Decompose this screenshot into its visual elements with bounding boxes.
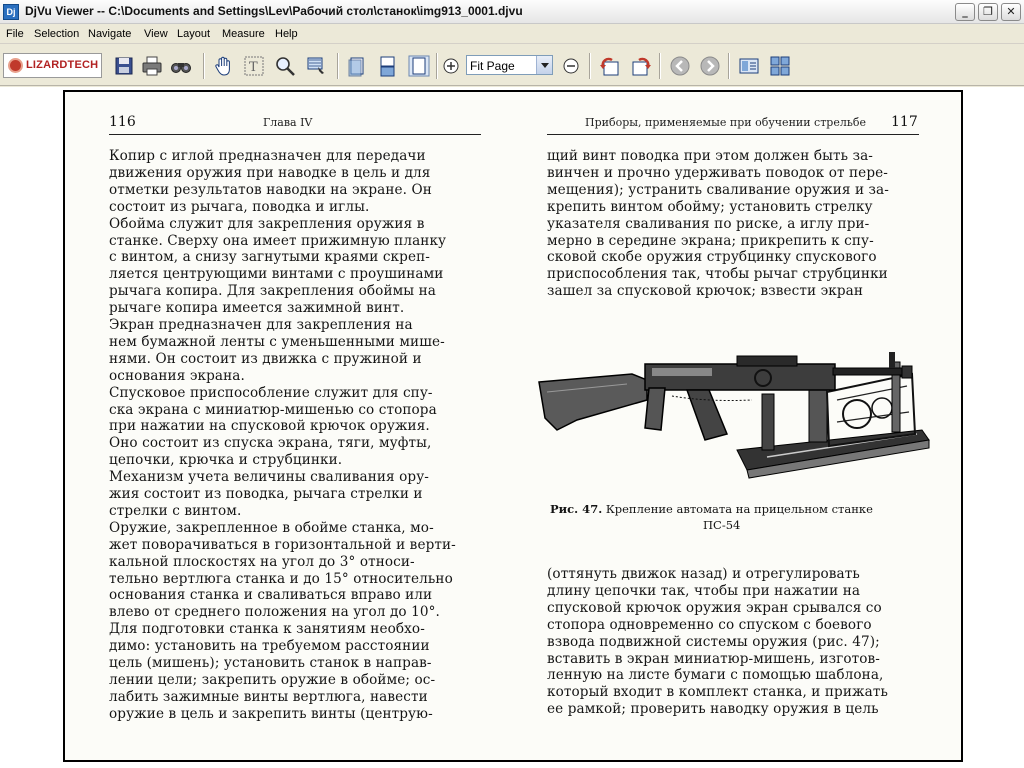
lizardtech-logo-text: LIZARDTECH bbox=[26, 59, 99, 71]
left-page-header: Глава IV bbox=[263, 116, 313, 129]
text-line: жия состоит из поводка, рычага стрелки и bbox=[109, 486, 423, 502]
right-header-rule bbox=[547, 134, 919, 135]
zoom-value: Fit Page bbox=[470, 59, 515, 73]
menu-view[interactable]: View bbox=[144, 28, 168, 40]
grid-icon[interactable] bbox=[769, 55, 791, 77]
text-line: ее рамкой; проверить наводку оружия в цель bbox=[547, 701, 879, 718]
lizardtech-logo[interactable] bbox=[3, 53, 102, 78]
text-line: с винтом, а снизу загнутыми краями скреп- bbox=[109, 249, 430, 266]
text-line: взвода подвижной системы оружия (рис. 47); bbox=[547, 633, 880, 650]
text-line: кальной плоскостях на угол до 3° относи- bbox=[109, 553, 415, 570]
text-line: ска экрана с миниатюр-мишенью со стопора bbox=[109, 401, 437, 418]
previous-page-icon[interactable] bbox=[669, 55, 691, 77]
rotate-right-icon[interactable] bbox=[630, 55, 652, 77]
find-icon[interactable] bbox=[170, 55, 192, 77]
text-line: лении цели; закрепить оружие в обойме; ос- bbox=[109, 671, 436, 688]
chevron-down-icon[interactable] bbox=[536, 56, 552, 74]
text-line: крепить винтом обойму; установить стрелку bbox=[547, 198, 873, 215]
text-line: стопора одновременно со спуском с боевого bbox=[547, 616, 872, 633]
text-line: основания экрана. bbox=[109, 367, 245, 384]
save-icon[interactable] bbox=[113, 55, 135, 77]
text-line: рычаге копира имеется зажимной винт. bbox=[109, 300, 405, 317]
menu-selection[interactable]: Selection bbox=[34, 28, 80, 40]
figure-caption-line2: ПС-54 bbox=[703, 518, 741, 532]
zoom-dropdown[interactable] bbox=[466, 55, 553, 75]
zoom-out-icon[interactable] bbox=[560, 55, 582, 77]
text-line: вставить в экран миниатюр-мишень, изготов- bbox=[547, 650, 880, 667]
text-line: Для подготовки станка к занятиям необхо- bbox=[109, 621, 425, 638]
text-line: зашел за спусковой крючок; взвести экран bbox=[547, 283, 864, 300]
figure-caption-label: Рис. 47. bbox=[550, 502, 603, 516]
text-line: который входит в комплект станка, и прижать bbox=[547, 684, 888, 701]
text-select-icon[interactable] bbox=[243, 55, 265, 77]
menu-layout[interactable]: Layout bbox=[177, 28, 211, 40]
text-line: димо: установить на требуемом расстоянии bbox=[109, 638, 430, 655]
text-line: движения оружия при наводке в цель и для bbox=[109, 164, 431, 181]
text-line: рычага копира. Для закрепления обоймы на bbox=[109, 283, 437, 300]
svg-text:T: T bbox=[249, 60, 258, 75]
continuous-page-icon[interactable] bbox=[377, 55, 399, 77]
toolbar-separator bbox=[659, 53, 661, 79]
print-icon[interactable] bbox=[141, 55, 163, 77]
scanned-page-spread bbox=[63, 90, 963, 762]
text-line: Оружие, закрепленное в обойме станка, мо- bbox=[109, 519, 434, 536]
text-line: тельно вертлюга станка и до 15° относительно bbox=[109, 570, 453, 587]
toolbar-separator bbox=[203, 53, 205, 79]
lizardtech-logo-icon bbox=[8, 58, 23, 73]
text-line: жет поворачиваться в горизонтальной и верти- bbox=[109, 536, 456, 553]
close-button[interactable]: ✕ bbox=[1001, 3, 1021, 21]
text-line: цель (мишень); установить станок в направ- bbox=[109, 655, 432, 671]
text-line: Спусковое приспособление служит для спу- bbox=[109, 384, 433, 401]
text-line: влево от среднего положения на угол до 10°. bbox=[109, 604, 440, 621]
text-line: указателя сваливания по риске, а иглу при- bbox=[547, 215, 870, 232]
text-line: Копир с иглой предназначен для передачи bbox=[109, 148, 426, 164]
rotate-left-icon[interactable] bbox=[599, 55, 621, 77]
text-line: Оно состоит из спуска экрана, тяги, муфты, bbox=[109, 435, 432, 452]
text-line: лабить зажимные винты вертлюга, навести bbox=[109, 688, 428, 705]
figure-caption-text: Крепление автомата на прицельном станке bbox=[605, 502, 873, 516]
text-line: Экран предназначен для закрепления на bbox=[109, 317, 413, 333]
document-view[interactable] bbox=[0, 87, 1024, 768]
right-page-header: Приборы, применяемые при обучении стрельбе bbox=[585, 116, 866, 129]
text-line: длину цепочки так, чтобы при нажатии на bbox=[547, 582, 861, 599]
menu-navigate[interactable]: Navigate bbox=[88, 28, 132, 40]
text-line: Механизм учета величины сваливания ору- bbox=[109, 469, 430, 486]
zoom-select-icon[interactable] bbox=[274, 55, 296, 77]
text-line: оружие в цель и закрепить винты (центрую- bbox=[109, 705, 433, 722]
text-line: ленную на листе бумаги с помощью шаблона, bbox=[547, 667, 884, 684]
toolbar-separator bbox=[337, 53, 339, 79]
text-line: станке. Сверху она имеет прижимную планку bbox=[109, 232, 447, 249]
single-page-icon[interactable] bbox=[346, 55, 368, 77]
toolbar-separator bbox=[589, 53, 591, 79]
text-line: мерно в середине экрана; прикрепить к спу- bbox=[547, 232, 874, 249]
menu-help[interactable]: Help bbox=[275, 28, 298, 40]
text-line: состоит из рычага, поводка и иглы. bbox=[109, 198, 370, 215]
window-title: DjVu Viewer -- C:\Documents and Settings\Lev\Рабочий стол\станок\img913_0001.djvu bbox=[25, 4, 523, 18]
figure-caption bbox=[550, 502, 873, 516]
text-line: спусковой крючок оружия экран срывался со bbox=[547, 599, 882, 616]
hand-icon[interactable] bbox=[213, 55, 235, 77]
text-line: приспособления так, чтобы рычаг струбцинки bbox=[547, 266, 888, 283]
menu-file[interactable]: File bbox=[6, 28, 24, 40]
minimize-button[interactable]: _ bbox=[955, 3, 975, 21]
text-line: отметки результатов наводки на экране. Он bbox=[109, 181, 432, 198]
menu-measure[interactable]: Measure bbox=[222, 28, 265, 40]
figure-rifle-on-stand bbox=[537, 322, 932, 492]
thumbnails-icon[interactable] bbox=[738, 55, 760, 77]
djvu-app-icon: Dj bbox=[3, 4, 19, 20]
left-header-rule bbox=[109, 134, 481, 135]
marquee-icon[interactable] bbox=[305, 55, 327, 77]
title-bar[interactable] bbox=[0, 0, 1024, 24]
maximize-button[interactable]: ❐ bbox=[978, 3, 998, 21]
left-page-number: 116 bbox=[109, 114, 136, 130]
text-line: основания станка и сваливаться вправо или bbox=[109, 587, 433, 604]
zoom-in-icon[interactable] bbox=[440, 55, 462, 77]
text-line: мещения); устранить сваливание оружия и за- bbox=[547, 181, 889, 198]
text-line: (оттянуть движок назад) и отрегулировать bbox=[547, 566, 860, 582]
text-line: щий винт поводка при этом должен быть за- bbox=[547, 148, 874, 164]
toolbar-separator bbox=[436, 53, 438, 79]
text-line: винчен и прочно удерживать поводок от пере- bbox=[547, 164, 888, 181]
text-line: ляется центрующими винтами с проушинами bbox=[109, 266, 444, 283]
text-line: цепочки, крючка и струбцинки. bbox=[109, 452, 343, 469]
text-line: нями. Он состоит из движка с пружиной и bbox=[109, 350, 422, 367]
toolbar bbox=[0, 44, 1024, 86]
text-line: нем бумажной ленты с уменьшенными мише- bbox=[109, 333, 445, 350]
toolbar-separator bbox=[728, 53, 730, 79]
text-line: стрелки с винтом. bbox=[109, 502, 242, 519]
text-line: при нажатии на спусковой крючок оружия. bbox=[109, 418, 430, 435]
next-page-icon[interactable] bbox=[699, 55, 721, 77]
right-page-number: 117 bbox=[891, 114, 918, 130]
text-line: сковой скобе оружия струбцинку спускового bbox=[547, 249, 877, 266]
text-line: Обойма служит для закрепления оружия в bbox=[109, 215, 425, 232]
facing-pages-icon[interactable] bbox=[408, 55, 430, 77]
menu-bar bbox=[0, 24, 1024, 44]
